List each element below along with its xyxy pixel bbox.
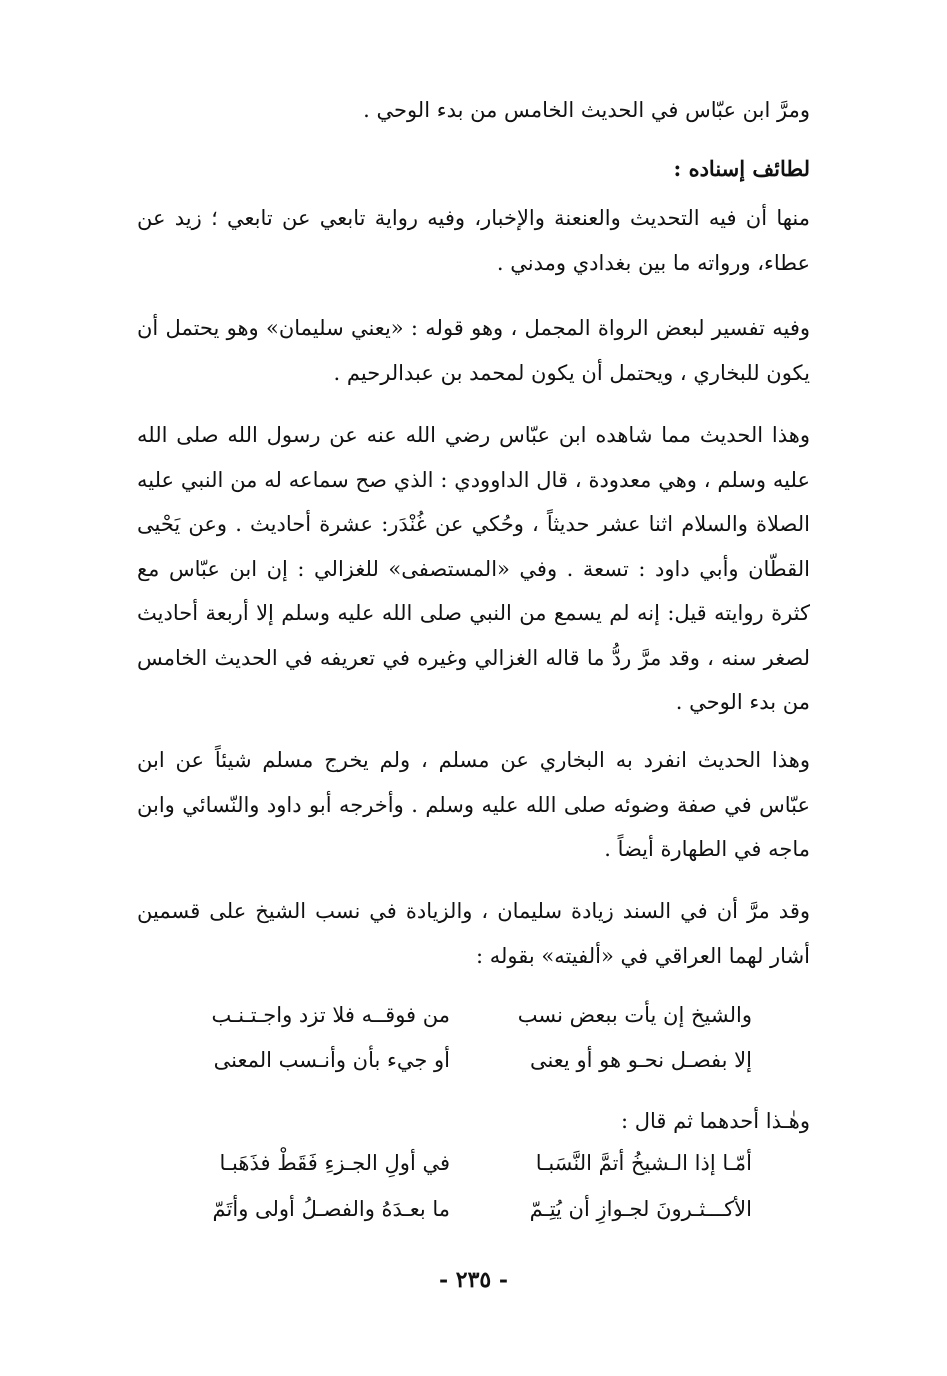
verse-3-first-hemistich: أمّـا إذا الـشيخُ أتمَّ النَّسَبـا bbox=[535, 1151, 752, 1175]
verse-3-second-hemistich: في أولِ الجـزءِ فَقَطْ فذَهَبـا bbox=[219, 1151, 450, 1175]
paragraph-text: وهذا الحديث انفرد به البخاري عن مسلم ، ولم يخرج مسلم شيئاً عن ابن عبّاس في صفة وضوئه صلى الله عليه وسلم . وأخرجه أبو داود والنّسائي وابن ماجه في الطهارة أيضاً . bbox=[137, 748, 810, 861]
paragraph-2 bbox=[137, 306, 810, 395]
paragraph-1 bbox=[137, 196, 810, 285]
paragraph-text: منها أن فيه التحديث والعنعنة والإخبار، وفيه رواية تابعي عن تابعي ؛ زيد عن عطاء، ورواته ما بين بغدادي ومدني . bbox=[137, 206, 810, 275]
paragraph-3 bbox=[137, 413, 810, 725]
verse-2-second-hemistich: أو جيء بأن وأنـسب المعنى bbox=[213, 1048, 450, 1072]
verse-1-second-hemistich: من فوقــه فلا تزد واجـتـنـب bbox=[211, 1003, 450, 1027]
paragraph-text: وفيه تفسير لبعض الرواة المجمل ، وهو قوله : «يعني سليمان» وهو يحتمل أن يكون للبخاري ، ويحتمل أن يكون لمحمد بن عبدالرحيم . bbox=[137, 316, 810, 385]
verse-4-second-hemistich: ما بعـدَهُ والفصـلُ أولى وأتَمّ bbox=[212, 1197, 450, 1221]
verse-1-first-hemistich: والشيخ إن يأت ببعض نسب bbox=[517, 1003, 752, 1027]
verse-4-first-hemistich: الأكـــثـرونَ لجـوازِ أن يُتِـمّ bbox=[529, 1197, 752, 1221]
verse-2-first-hemistich: إلا بفصـل نحـو هو أو يعنى bbox=[529, 1048, 752, 1072]
section-heading: لطائف إسناده : bbox=[673, 156, 810, 181]
paragraph-text: وهذا الحديث مما شاهده ابن عبّاس رضي الله عنه عن رسول الله صلى الله عليه وسلم ، وهي معدودة ، قال الداوودي : الذي صح سماعه له من النبي عليه الصلاة والسلام اثنا عشر حديثاً ، وحُكي عن غُنْدَر: عشرة أحاديث . وعن يَحْيى القطّان وأبي داود : تسعة . وفي «المستصفى» للغزالي : إن ابن عبّاس مع كثرة روايته قيل: إنه لم يسمع من النبي صلى الله عليه وسلم إلا أربعة أحاديث لصغر سنه ، وقد مرَّ ردُّ ما قاله الغزالي وغيره في تعريفه في الحديث الخامس من بدء الوحي . bbox=[137, 423, 810, 714]
paragraph-text: وقد مرَّ أن في السند زيادة سليمان ، والزيادة في نسب الشيخ على قسمين أشار لهما العراقي في «ألفيته» بقوله : bbox=[137, 899, 810, 968]
verse-intro: وهٰـذا أحدهما ثم قال : bbox=[621, 1109, 810, 1133]
paragraph-4 bbox=[137, 738, 810, 872]
page-number: - ٢٣٥ - bbox=[438, 1267, 509, 1293]
paragraph-5 bbox=[137, 889, 810, 978]
intro-text: ومرَّ ابن عبّاس في الحديث الخامس من بدء الوحي . bbox=[363, 98, 810, 122]
intro-line bbox=[137, 88, 810, 133]
